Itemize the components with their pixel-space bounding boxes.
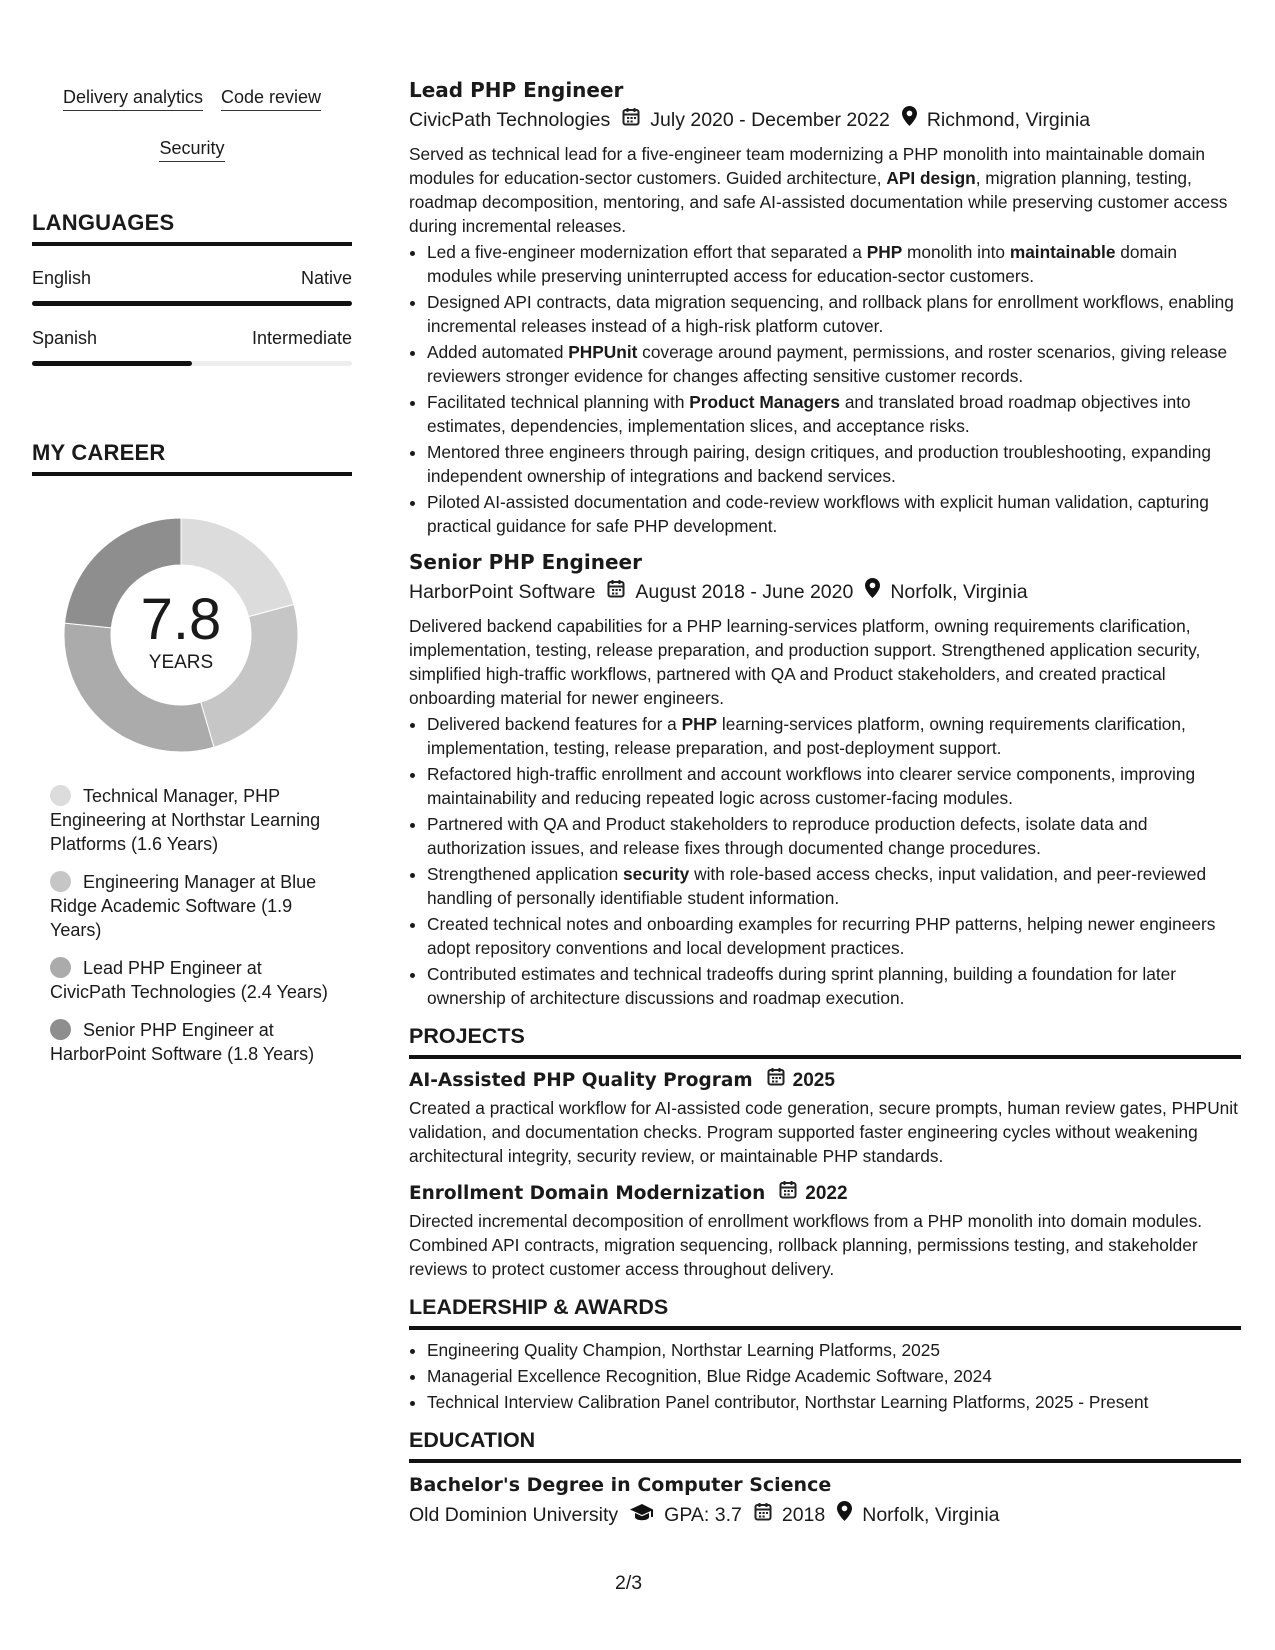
language-proficiency-fill	[32, 361, 192, 366]
language-level: Intermediate	[251, 328, 352, 348]
job-bullets	[409, 240, 1241, 538]
legend-swatch	[50, 1019, 71, 1040]
calendar-icon	[779, 1180, 797, 1207]
location-pin-icon	[902, 106, 917, 134]
degree-title: Bachelor's Degree in Computer Science	[409, 1474, 832, 1496]
graduation-year: 2018	[781, 1504, 826, 1526]
career-donut-chart	[56, 510, 306, 760]
award-item: • Technical Interview Calibration Panel contributor, Northstar Learning Platforms, 2025 - Present	[427, 1390, 1241, 1414]
career-section	[32, 440, 352, 1066]
job-summary: Served as technical lead for a five-engineer team modernizing a PHP monolith into maintainable domain modules for education-sector customers. Guided architecture, API design, migration planning, testing, roadmap decomposition, mentoring, and safe AI-assisted documentation while preserving customer access during incremental releases.	[409, 144, 1228, 236]
project-description: Directed incremental decomposition of enrollment workflows from a PHP monolith into domain modules. Combined API contracts, migration sequencing, rollback planning, permissions testing, and stakeholder reviews to protect customer access throughout delivery.	[409, 1211, 1203, 1279]
language-name: Spanish	[32, 328, 98, 348]
job-bullet: • Added automated PHPUnit coverage around payment, permissions, and roster scenarios, giving release reviewers stronger evidence for changes affecting sensitive customer records.	[427, 340, 1241, 388]
graduation-cap-icon	[630, 1501, 654, 1529]
career-legend-item	[50, 1018, 330, 1066]
job-bullet: • Created technical notes and onboarding examples for recurring PHP patterns, helping newer engineers adopt repository conventions and local development practices.	[427, 912, 1241, 960]
career-total-unit: YEARS	[148, 652, 214, 673]
career-legend-item	[50, 784, 330, 856]
job-bullet: • Delivered backend features for a PHP learning-services platform, owning requirements clarification, implementation, testing, release preparation, and post-deployment support.	[427, 712, 1241, 760]
career-legend-item	[50, 870, 330, 942]
job-meta	[409, 106, 1241, 134]
location-pin-icon	[865, 578, 880, 606]
gpa: GPA: 3.7	[664, 1504, 742, 1526]
skills-tags	[32, 80, 352, 162]
skill-tag: Delivery analytics	[63, 86, 203, 111]
skill-tag: Security	[159, 137, 224, 162]
calendar-icon	[622, 106, 640, 134]
job-bullet: • Piloted AI-assisted documentation and code-review workflows with explicit human validation, capturing practical guidance for safe PHP development.	[427, 490, 1241, 538]
project-entry	[409, 1067, 1241, 1168]
job-bullet: • Refactored high-traffic enrollment and account workflows into clearer service components, improving maintainability and reducing repeated logic across customer-facing modules.	[427, 762, 1241, 810]
job-title: Lead PHP Engineer	[409, 78, 624, 102]
job-bullet: • Contributed estimates and technical tradeoffs during sprint planning, building a foundation for later ownership of architecture discussions and roadmap execution.	[427, 962, 1241, 1010]
job-bullet: • Mentored three engineers through pairing, design critiques, and production troubleshooting, expanding independent ownership of integrations and backend services.	[427, 440, 1241, 488]
legend-swatch	[50, 871, 71, 892]
language-item	[32, 328, 352, 366]
projects-section	[409, 1024, 1241, 1281]
legend-swatch	[50, 785, 71, 806]
experience-entry	[409, 548, 1241, 1010]
school-name: Old Dominion University	[409, 1504, 619, 1526]
company-name: CivicPath Technologies	[409, 109, 611, 131]
job-bullet: • Facilitated technical planning with Product Managers and translated broad roadmap objectives into estimates, dependencies, implementation slices, and acceptance risks.	[427, 390, 1241, 438]
calendar-icon	[607, 578, 625, 606]
awards-heading: LEADERSHIP & AWARDS	[409, 1295, 1241, 1330]
award-item: • Managerial Excellence Recognition, Blue Ridge Academic Software, 2024	[427, 1364, 1241, 1388]
job-bullet: • Partnered with QA and Product stakeholders to reproduce production defects, isolate data and authorization issues, and release fixes through documented change procedures.	[427, 812, 1241, 860]
job-bullet: • Strengthened application security with role-based access checks, input validation, and peer-reviewed handling of personally identifiable student information.	[427, 862, 1241, 910]
project-entry	[409, 1180, 1241, 1281]
job-bullet: • Led a five-engineer modernization effort that separated a PHP monolith into maintainable domain modules while preserving uninterrupted access for education-sector customers.	[427, 240, 1241, 288]
projects-heading: PROJECTS	[409, 1024, 1241, 1059]
job-dates: August 2018 - June 2020	[635, 581, 854, 603]
sidebar	[32, 80, 352, 1080]
legend-label: Technical Manager, PHP Engineering at Northstar Learning Platforms (1.6 Years)	[50, 786, 321, 854]
job-dates: July 2020 - December 2022	[650, 109, 890, 131]
skill-tag: Code review	[221, 86, 321, 111]
career-legend-item	[50, 956, 330, 1004]
language-name: English	[32, 268, 92, 288]
job-title: Senior PHP Engineer	[409, 550, 642, 574]
calendar-icon	[767, 1067, 785, 1094]
education-heading: EDUCATION	[409, 1428, 1241, 1463]
job-summary: Delivered backend capabilities for a PHP learning-services platform, owning requirements clarification, implementation, testing, release preparation, and production support. Strengthened application security, simplified high-traffic workflows, partnered with QA and Product stakeholders, and created practical onboarding material for newer engineers.	[409, 616, 1201, 708]
education-section	[409, 1428, 1241, 1529]
job-meta	[409, 578, 1241, 606]
project-title: Enrollment Domain Modernization	[409, 1182, 766, 1204]
main-content	[409, 76, 1241, 1529]
job-bullet: • Designed API contracts, data migration sequencing, and rollback plans for enrollment workflows, enabling incremental releases instead of a high-risk platform cutover.	[427, 290, 1241, 338]
language-proficiency-bar	[32, 361, 352, 366]
legend-swatch	[50, 957, 71, 978]
legend-label: Lead PHP Engineer at CivicPath Technologies (2.4 Years)	[50, 958, 328, 1002]
school-location: Norfolk, Virginia	[862, 1504, 1000, 1526]
legend-label: Senior PHP Engineer at HarborPoint Software (1.8 Years)	[50, 1020, 315, 1064]
career-heading: MY CAREER	[32, 440, 352, 476]
legend-label: Engineering Manager at Blue Ridge Academic Software (1.9 Years)	[50, 872, 317, 940]
project-title: AI-Assisted PHP Quality Program	[409, 1069, 753, 1091]
experience-entry	[409, 76, 1241, 538]
language-item	[32, 268, 352, 306]
career-legend	[50, 784, 330, 1066]
company-name: HarborPoint Software	[409, 581, 596, 603]
education-meta	[409, 1501, 1241, 1529]
calendar-icon	[754, 1501, 772, 1529]
career-total-years: 7.8	[140, 587, 222, 652]
job-location: Richmond, Virginia	[926, 109, 1091, 131]
languages-heading: LANGUAGES	[32, 210, 352, 246]
awards-section	[409, 1295, 1241, 1414]
project-year: 2022	[805, 1182, 848, 1204]
job-bullets	[409, 712, 1241, 1010]
project-year: 2025	[792, 1069, 835, 1091]
language-proficiency-bar	[32, 301, 352, 306]
awards-list	[409, 1338, 1241, 1414]
languages-section	[32, 210, 352, 366]
language-level: Native	[300, 268, 352, 288]
award-item: • Engineering Quality Champion, Northstar Learning Platforms, 2025	[427, 1338, 1241, 1362]
location-pin-icon	[837, 1501, 852, 1529]
job-location: Norfolk, Virginia	[890, 581, 1028, 603]
language-proficiency-fill	[32, 301, 352, 306]
page-number: 2/3	[615, 1572, 643, 1594]
project-description: Created a practical workflow for AI-assisted code generation, secure prompts, human review gates, PHPUnit validation, and documentation checks. Program supported faster engineering cycles without weakening architectural integrity, security review, or maintainable PHP standards.	[409, 1098, 1238, 1166]
